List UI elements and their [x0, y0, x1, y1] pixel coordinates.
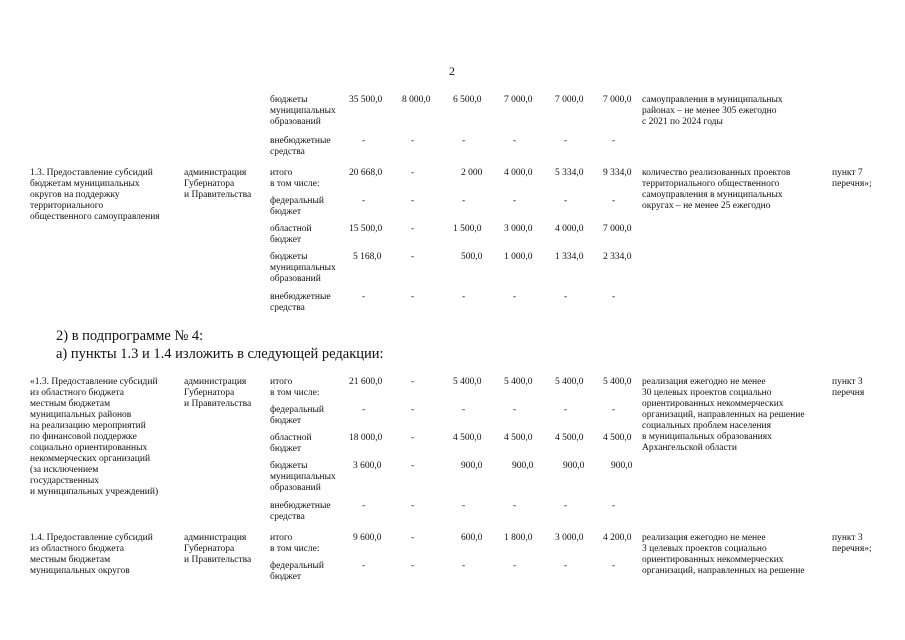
amount-cell: 7 000,0 [603, 95, 632, 105]
empty-value-dash: - [411, 224, 415, 234]
empty-value-dash: - [362, 196, 366, 206]
item-name: некоммерческих организаций [30, 454, 151, 464]
amount-cell: 4 500,0 [453, 433, 482, 443]
amount-cell: 5 168,0 [353, 252, 382, 262]
amount-cell: 8 000,0 [402, 95, 431, 105]
item-name: социально ориентированных [30, 443, 148, 453]
empty-value-dash: - [513, 561, 517, 571]
amount-cell: 5 334,0 [555, 168, 584, 178]
funding-source: федеральный [270, 561, 324, 571]
item-name: «1.3. Предоставление субсидий [30, 377, 158, 387]
target-indicator: ориентированных некоммерческих [642, 555, 784, 565]
empty-value-dash: - [462, 292, 466, 302]
target-indicator: организаций, направленных на решение [642, 410, 805, 420]
amount-cell: 6 500,0 [453, 95, 482, 105]
empty-value-dash: - [564, 136, 568, 146]
amount-cell: 2 000 [461, 168, 483, 178]
amount-cell: 9 334,0 [603, 168, 632, 178]
empty-value-dash: - [411, 252, 415, 262]
target-indicator: социальных проблем населения [642, 421, 771, 431]
target-indicator: самоуправления в муниципальных [642, 190, 783, 200]
executor: Губернатора [184, 388, 235, 398]
item-name: государственных [30, 476, 100, 486]
funding-source: бюджеты [270, 461, 308, 471]
funding-source: внебюджетные [270, 292, 331, 302]
empty-value-dash: - [411, 377, 415, 387]
amount-cell: 4 500,0 [603, 433, 632, 443]
empty-value-dash: - [513, 292, 517, 302]
executor: и Правительства [184, 399, 252, 409]
amount-cell: 5 400,0 [453, 377, 482, 387]
item-name: местным бюджетам [30, 399, 111, 409]
item-name: территориального [30, 201, 104, 211]
empty-value-dash: - [513, 405, 517, 415]
empty-value-dash: - [612, 501, 616, 511]
amount-cell: 1 000,0 [504, 252, 533, 262]
empty-value-dash: - [462, 501, 466, 511]
empty-value-dash: - [411, 533, 415, 543]
target-indicator: реализация ежегодно не менее [642, 533, 766, 543]
amount-cell: 1 500,0 [453, 224, 482, 234]
executor: администрация [184, 168, 247, 178]
funding-source: областной [270, 224, 312, 234]
amount-cell: 4 500,0 [555, 433, 584, 443]
amount-cell: 21 600,0 [349, 377, 383, 387]
amount-cell: 5 400,0 [555, 377, 584, 387]
empty-value-dash: - [612, 292, 616, 302]
amount-cell: 5 400,0 [603, 377, 632, 387]
target-indicator: округах – не менее 25 ежегодно [642, 201, 771, 211]
empty-value-dash: - [564, 405, 568, 415]
executor: администрация [184, 377, 247, 387]
amount-cell: 7 000,0 [504, 95, 533, 105]
funding-source: муниципальных [270, 472, 336, 482]
empty-value-dash: - [564, 196, 568, 206]
list-reference: пункт 7 [832, 168, 863, 178]
amount-cell: 4 200,0 [603, 533, 632, 543]
amount-cell: 20 668,0 [349, 168, 383, 178]
amount-cell: 900,0 [512, 461, 534, 471]
funding-source: бюджет [270, 416, 302, 426]
amount-cell: 4 500,0 [504, 433, 533, 443]
target-indicator: Архангельской области [642, 443, 737, 453]
item-name: на реализацию мероприятий [30, 421, 146, 431]
executor: Губернатора [184, 179, 235, 189]
target-indicator: количество реализованных проектов [642, 168, 791, 178]
empty-value-dash: - [462, 405, 466, 415]
empty-value-dash: - [564, 561, 568, 571]
empty-value-dash: - [411, 405, 415, 415]
empty-value-dash: - [411, 501, 415, 511]
item-name: округов на поддержку [30, 190, 120, 200]
target-indicator: 30 целевых проектов социально [642, 388, 772, 398]
item-name: местным бюджетам [30, 555, 111, 565]
funding-source: муниципальных [270, 263, 336, 273]
funding-source: в том числе: [270, 179, 320, 189]
empty-value-dash: - [411, 168, 415, 178]
empty-value-dash: - [411, 292, 415, 302]
empty-value-dash: - [612, 196, 616, 206]
target-indicator: организаций, направленных на решение [642, 566, 805, 576]
amount-cell: 1 800,0 [504, 533, 533, 543]
funding-source: образований [270, 117, 321, 127]
item-name: общественного самоуправления [30, 212, 160, 222]
funding-source: внебюджетные [270, 136, 331, 146]
target-indicator: территориального общественного [642, 179, 780, 189]
funding-source: образований [270, 274, 321, 284]
target-indicator: самоуправления в муниципальных [642, 95, 783, 105]
funding-source: итого [270, 533, 293, 543]
funding-source: бюджет [270, 207, 302, 217]
funding-source: итого [270, 377, 293, 387]
amount-cell: 500,0 [461, 252, 483, 262]
empty-value-dash: - [362, 292, 366, 302]
amount-cell: 2 334,0 [603, 252, 632, 262]
empty-value-dash: - [513, 136, 517, 146]
empty-value-dash: - [362, 561, 366, 571]
funding-source: бюджеты [270, 252, 308, 262]
item-name: муниципальных округов [30, 566, 130, 576]
item-name: и муниципальных учреждений) [30, 487, 159, 497]
amount-cell: 4 000,0 [555, 224, 584, 234]
amount-cell: 35 500,0 [349, 95, 383, 105]
funding-source: в том числе: [270, 544, 320, 554]
empty-value-dash: - [411, 461, 415, 471]
funding-source: бюджет [270, 235, 302, 245]
amount-cell: 900,0 [461, 461, 483, 471]
funding-source: внебюджетные [270, 501, 331, 511]
item-name: из областного бюджета [30, 388, 124, 398]
funding-source: бюджет [270, 444, 302, 454]
amount-cell: 15 500,0 [349, 224, 383, 234]
funding-source: средства [270, 512, 305, 522]
executor: и Правительства [184, 555, 252, 565]
item-name: по финансовой поддержке [30, 432, 137, 442]
target-indicator: ориентированных некоммерческих [642, 399, 784, 409]
amount-cell: 3 000,0 [555, 533, 584, 543]
funding-source: бюджеты [270, 95, 308, 105]
empty-value-dash: - [612, 405, 616, 415]
empty-value-dash: - [411, 136, 415, 146]
item-name: из областного бюджета [30, 544, 124, 554]
empty-value-dash: - [612, 561, 616, 571]
empty-value-dash: - [362, 136, 366, 146]
amount-cell: 5 400,0 [504, 377, 533, 387]
amount-cell: 4 000,0 [504, 168, 533, 178]
funding-source: бюджет [270, 572, 302, 582]
amount-cell: 3 000,0 [504, 224, 533, 234]
empty-value-dash: - [612, 136, 616, 146]
empty-value-dash: - [564, 292, 568, 302]
section-heading: 2) в подпрограмме № 4: [56, 328, 204, 344]
funding-source: средства [270, 147, 305, 157]
target-indicator: с 2021 по 2024 годы [642, 117, 723, 127]
amount-cell: 900,0 [611, 461, 633, 471]
empty-value-dash: - [462, 561, 466, 571]
target-indicator: реализация ежегодно не менее [642, 377, 766, 387]
amount-cell: 18 000,0 [349, 433, 383, 443]
amount-cell: 1 334,0 [555, 252, 584, 262]
funding-source: образований [270, 483, 321, 493]
empty-value-dash: - [411, 196, 415, 206]
item-name: 1.4. Предоставление субсидий [30, 533, 153, 543]
empty-value-dash: - [411, 433, 415, 443]
funding-source: итого [270, 168, 293, 178]
section-subheading: а) пункты 1.3 и 1.4 изложить в следующей редакции: [56, 346, 384, 362]
amount-cell: 7 000,0 [555, 95, 584, 105]
executor: администрация [184, 533, 247, 543]
empty-value-dash: - [513, 196, 517, 206]
funding-source: федеральный [270, 196, 324, 206]
target-indicator: в муниципальных образованиях [642, 432, 772, 442]
empty-value-dash: - [411, 561, 415, 571]
amount-cell: 7 000,0 [603, 224, 632, 234]
item-name: муниципальных районов [30, 410, 132, 420]
list-reference: перечня»; [832, 179, 872, 189]
amount-cell: 600,0 [461, 533, 483, 543]
list-reference: пункт 3 [832, 377, 863, 387]
funding-source: в том числе: [270, 388, 320, 398]
funding-source: областной [270, 433, 312, 443]
target-indicator: 3 целевых проектов социально [642, 544, 767, 554]
empty-value-dash: - [513, 501, 517, 511]
executor: Губернатора [184, 544, 235, 554]
empty-value-dash: - [362, 405, 366, 415]
item-name: (за исключением [30, 465, 99, 475]
empty-value-dash: - [462, 196, 466, 206]
executor: и Правительства [184, 190, 252, 200]
list-reference: перечня [832, 388, 865, 398]
item-name: бюджетам муниципальных [30, 179, 140, 189]
page-number: 2 [449, 64, 455, 78]
funding-source: муниципальных [270, 106, 336, 116]
list-reference: пункт 3 [832, 533, 863, 543]
empty-value-dash: - [362, 501, 366, 511]
empty-value-dash: - [564, 501, 568, 511]
target-indicator: районах – не менее 305 ежегодно [642, 106, 777, 116]
list-reference: перечня»; [832, 544, 872, 554]
amount-cell: 900,0 [563, 461, 585, 471]
amount-cell: 9 600,0 [353, 533, 382, 543]
funding-source: средства [270, 303, 305, 313]
amount-cell: 3 600,0 [353, 461, 382, 471]
funding-source: федеральный [270, 405, 324, 415]
item-name: 1.3. Предоставление субсидий [30, 168, 153, 178]
empty-value-dash: - [462, 136, 466, 146]
